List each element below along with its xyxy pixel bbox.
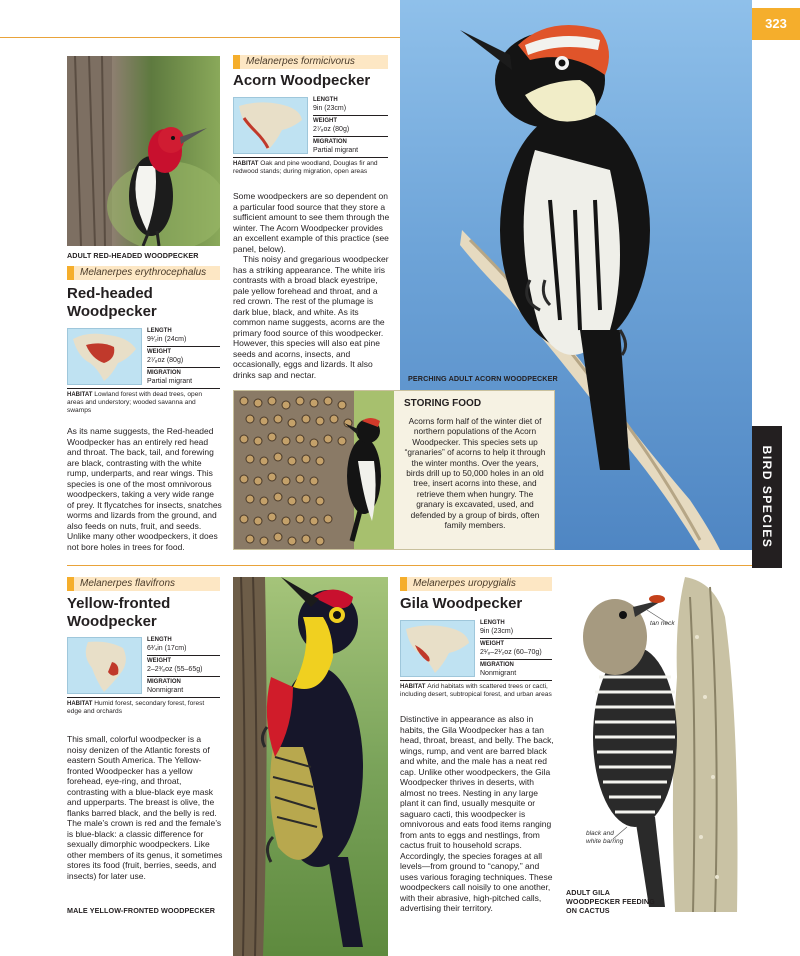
gila-woodpecker-illustration <box>565 577 752 912</box>
acorn-length-label: LENGTH <box>313 97 338 103</box>
red-headed-weight-label: WEIGHT <box>147 349 171 355</box>
stat-divider <box>400 680 552 681</box>
acorn-migration-value: Partial migrant <box>313 147 359 154</box>
yellow-fronted-weight-label: WEIGHT <box>147 658 171 664</box>
stat-divider <box>67 388 220 389</box>
acorn-body-text <box>233 191 391 380</box>
yellow-fronted-title-2: Woodpecker <box>67 613 157 630</box>
acorn-habitat <box>233 160 388 176</box>
red-headed-photo-caption: ADULT RED-HEADED WOODPECKER <box>67 251 199 260</box>
habitat-label: HABITAT <box>400 684 426 690</box>
page-number: 323 <box>752 8 800 40</box>
storing-food-title: STORING FOOD <box>404 398 482 409</box>
acorn-weight-label: WEIGHT <box>313 118 337 124</box>
red-headed-title-2: Woodpecker <box>67 303 157 320</box>
yellow-fronted-latin-name: Melanerpes flavifrons <box>67 577 220 591</box>
yellow-fronted-woodpecker-photo <box>233 577 388 956</box>
gila-habitat <box>400 683 552 699</box>
gila-length-label: LENGTH <box>480 620 505 626</box>
yellow-fronted-length-value: 6³⁄₄in (17cm) <box>147 645 187 652</box>
storing-food-text: Acorns form half of the winter diet of northern populations of the Acorn Woodpecker. This species sets up “granaries” of acorns to help it through the winter months. Over the years, birds drill up to 50,000 holes in an old tree, insert acorns into these, and retrieve them when hungry. The granary is excavated, used, and defended by a group of birds, often family members. <box>404 416 546 531</box>
acorn-weight-value: 2⁷⁄₈oz (80g) <box>313 126 350 133</box>
row-divider <box>400 565 752 566</box>
gila-habitat-text: Arid habitats with scattered trees or cacti, including desert, subtropical forest, and urban areas <box>400 683 552 698</box>
yellow-fronted-migration-label: MIGRATION <box>147 679 181 685</box>
red-headed-weight-value: 2⁷⁄₈oz (80g) <box>147 357 184 364</box>
red-headed-title-1: Red-headed <box>67 285 153 302</box>
yellow-fronted-range-map <box>67 637 142 694</box>
red-headed-length-value: 9¹⁄₂in (24cm) <box>147 336 187 343</box>
stat-divider <box>147 367 220 368</box>
yellow-fronted-habitat <box>67 700 220 716</box>
gila-annotation-barring-1: black and <box>586 830 614 837</box>
habitat-label: HABITAT <box>67 701 93 707</box>
acorn-habitat-text: Oak and pine woodland, Douglas fir and redwood stands; during migration, open areas <box>233 160 378 175</box>
yellow-fronted-habitat-text: Humid forest, secondary forest, forest edge and orchards <box>67 700 205 715</box>
acorn-body-paragraph-1: Some woodpeckers are so dependent on a particular food source that they store a sufficient amount to see them through the winter. The Acorn Woodpecker provides an excellent example of this practice (see panel, below). <box>233 191 390 254</box>
gila-photo-caption-3: ON CACTUS <box>566 906 610 915</box>
stat-divider <box>67 697 220 698</box>
yellow-fronted-weight-value: 2–2³⁄₈oz (55–65g) <box>147 666 203 673</box>
gila-photo-caption-2: WOODPECKER FEEDING <box>566 897 655 906</box>
habitat-label: HABITAT <box>233 161 259 167</box>
stat-divider <box>147 655 220 656</box>
section-tab <box>752 426 782 568</box>
yellow-fronted-woodpecker-illustration <box>233 577 388 956</box>
acorn-latin-name: Melanerpes formicivorus <box>233 55 388 69</box>
habitat-label: HABITAT <box>67 392 93 398</box>
stat-divider <box>480 659 552 660</box>
yellow-fronted-photo-caption: MALE YELLOW-FRONTED WOODPECKER <box>67 906 216 915</box>
gila-weight-value: 2¹⁄₈–2¹⁄₂oz (60–70g) <box>480 649 542 656</box>
acorn-title: Acorn Woodpecker <box>233 72 371 89</box>
section-tab-label: BIRD SPECIES <box>760 445 774 549</box>
stat-divider <box>313 115 388 116</box>
red-headed-woodpecker-illustration <box>67 56 220 246</box>
yellow-fronted-title-1: Yellow-fronted <box>67 595 171 612</box>
acorn-length-value: 9in (23cm) <box>313 105 347 112</box>
gila-body-text: Distinctive in appearance as also in habits, the Gila Woodpecker has a tan head, throat, breast, and belly. The back, wings, rump, and vent are barred black and white, and the male has a neat red cap. Unlike other woodpeckers, the Gila Woodpecker thrives in deserts, with almost no trees. Nesting in any large plant it can find, usually mesquite or saguaro cacti, this woodpecker is omnivorous and eats food items ranging from ants to eggs and nestlings, from cactus fruit to household scraps. Accordingly, the species forages at all levels—from ground to “canopy,” and uses various foraging techniques. These woodpeckers call noisily to one another, with their abrasive, high-pitched calls, advertising their territory. <box>400 714 554 913</box>
gila-migration-label: MIGRATION <box>480 662 514 668</box>
stat-divider <box>480 638 552 639</box>
row-divider <box>67 565 400 566</box>
yellow-fronted-body-text: This small, colorful woodpecker is a noisy denizen of the Atlantic forests of eastern South America. The Yellow-fronted Woodpecker has a yellow forehead, eye-ring, and throat, contrasting with a blue-black eye mask and upperparts. The breast is olive, the flanks barred black, and the belly is red. The male’s crown is red and the female’s is blue-black: a classic difference for sexually dimorphic woodpeckers. Like other members of its genus, it sometimes stores its food (fruit, berries, seeds, and insects) for later use. <box>67 734 223 881</box>
red-headed-migration-value: Partial migrant <box>147 378 193 385</box>
gila-weight-label: WEIGHT <box>480 641 504 647</box>
red-headed-woodpecker-photo <box>67 56 220 246</box>
red-headed-length-label: LENGTH <box>147 328 172 334</box>
gila-woodpecker-photo <box>565 577 752 912</box>
acorn-range-map <box>233 97 308 154</box>
red-headed-body-text: As its name suggests, the Red-headed Woodpecker has an entirely red head and throat. The back, tail, and forewing are black, contrasting with the white rump, underparts, and rear wings. This species is one of the most omnivorous woodpeckers, taking a very wide range of prey. It flycatches for insects, snatches worms and lizards from the ground, and also feeds on nuts, fruit, and seeds. Unlike many other woodpeckers, it does not bore holes in trees for food. <box>67 426 222 552</box>
gila-migration-value: Nonmigrant <box>480 670 517 677</box>
header-rule <box>0 37 400 38</box>
yellow-fronted-migration-value: Nonmigrant <box>147 687 184 694</box>
gila-title: Gila Woodpecker <box>400 595 523 612</box>
red-headed-migration-label: MIGRATION <box>147 370 181 376</box>
stat-divider <box>313 136 388 137</box>
gila-latin-name: Melanerpes uropygialis <box>400 577 552 591</box>
gila-annotation-barring-2: white barring <box>586 838 624 845</box>
yellow-fronted-length-label: LENGTH <box>147 637 172 643</box>
red-headed-range-map <box>67 328 142 385</box>
stat-divider <box>147 346 220 347</box>
gila-annotation-tan-neck: tan neck <box>650 620 675 627</box>
acorn-photo-caption: PERCHING ADULT ACORN WOODPECKER <box>408 374 558 383</box>
stat-divider <box>147 676 220 677</box>
acorn-migration-label: MIGRATION <box>313 139 347 145</box>
granary-tree-photo <box>234 391 394 549</box>
gila-range-map <box>400 620 475 677</box>
acorn-body-paragraph-2: This noisy and gregarious woodpecker has a striking appearance. The white iris contrasts with a broad black eyestripe, pale yellow forehead and throat, and a red crown. The rest of the plumage is dark blue, black, and white. As its common name suggests, acorns are the primary food source of this woodpecker. However, this species will also eat pine seeds and acorns, insects, and occasionally, eggs and lizards. It also drinks sap and nectar. <box>233 254 389 380</box>
storing-food-panel <box>233 390 555 550</box>
red-headed-latin-name: Melanerpes erythrocephalus <box>67 266 220 280</box>
gila-photo-caption-1: ADULT GILA <box>566 888 610 897</box>
red-headed-habitat <box>67 391 220 415</box>
granary-tree-illustration <box>234 391 394 549</box>
red-headed-habitat-text: Lowland forest with dead trees, open areas and understory; wooded savanna and swamps <box>67 391 203 414</box>
gila-length-value: 9in (23cm) <box>480 628 514 635</box>
stat-divider <box>233 157 388 158</box>
